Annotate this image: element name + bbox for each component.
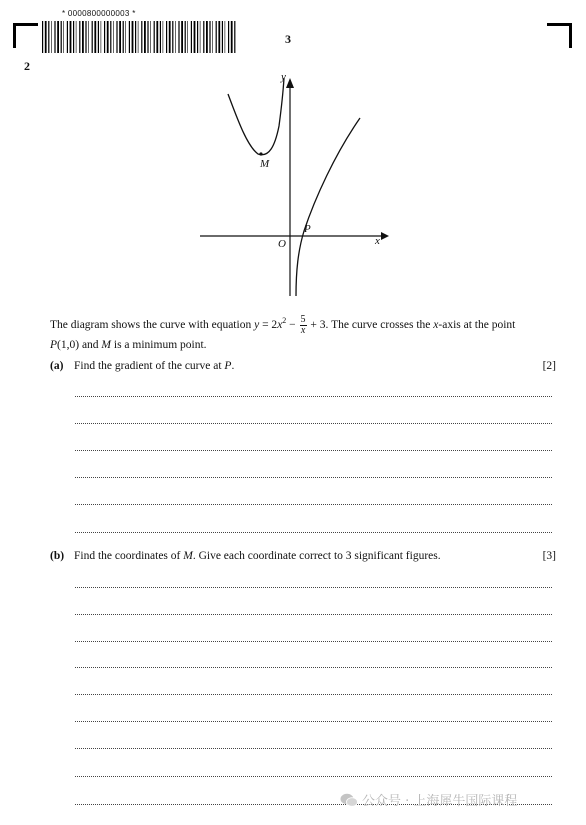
part-a-label: (a) bbox=[50, 360, 64, 372]
barcode-bar bbox=[125, 21, 126, 53]
barcode-bar bbox=[57, 21, 59, 53]
barcode-bar bbox=[85, 21, 86, 53]
barcode-bar bbox=[51, 21, 52, 53]
part-a-text bbox=[74, 360, 234, 372]
m-label: M bbox=[101, 338, 112, 351]
barcode-bar bbox=[191, 21, 192, 53]
barcode-bar bbox=[101, 21, 102, 53]
answer-line[interactable] bbox=[75, 477, 552, 478]
barcode-bar bbox=[187, 21, 188, 53]
equation-minus: − bbox=[286, 318, 299, 331]
answer-line[interactable] bbox=[75, 587, 552, 588]
barcode-bar bbox=[110, 21, 111, 53]
curve-right-branch bbox=[296, 118, 360, 296]
barcode-bar bbox=[104, 21, 105, 53]
barcode-bar bbox=[218, 21, 220, 53]
barcode-bar bbox=[185, 21, 186, 53]
barcode-bar bbox=[67, 21, 68, 53]
part-b-text-before: Find the coordinates of bbox=[74, 550, 184, 562]
registration-mark-top-left bbox=[13, 23, 38, 48]
wechat-icon bbox=[340, 793, 358, 807]
barcode-bar bbox=[156, 21, 158, 53]
barcode-bar bbox=[135, 21, 136, 53]
barcode-bar bbox=[82, 21, 84, 53]
barcode-bar bbox=[141, 21, 142, 53]
barcode-bar bbox=[216, 21, 217, 53]
barcode-bar bbox=[169, 21, 171, 53]
part-b-marks: [3] bbox=[542, 550, 556, 562]
answer-line[interactable] bbox=[75, 614, 552, 615]
point-p-label: P bbox=[304, 223, 311, 235]
curve-diagram bbox=[195, 66, 395, 301]
barcode-bar bbox=[172, 21, 173, 53]
barcode-bar bbox=[119, 21, 121, 53]
barcode-bar bbox=[160, 21, 161, 53]
part-a-var: P bbox=[224, 360, 232, 372]
answer-line[interactable] bbox=[75, 776, 552, 777]
y-axis-arrow-icon bbox=[286, 78, 294, 88]
barcode-bar bbox=[175, 21, 176, 53]
part-a-marks: [2] bbox=[542, 360, 556, 372]
question-intro: The diagram shows the curve with equation bbox=[50, 318, 252, 331]
part-b-label: (b) bbox=[50, 550, 65, 562]
barcode-bar bbox=[194, 21, 196, 53]
barcode-bar bbox=[92, 21, 93, 53]
p-label: P bbox=[50, 338, 58, 351]
answer-line[interactable] bbox=[75, 504, 552, 505]
answer-line[interactable] bbox=[75, 532, 552, 533]
barcode-bar bbox=[144, 21, 146, 53]
question-number: 2 bbox=[24, 59, 30, 73]
barcode-bar bbox=[231, 21, 233, 53]
barcode-bar bbox=[88, 21, 89, 53]
equation-x: x bbox=[277, 318, 283, 331]
barcode-bar bbox=[54, 21, 55, 53]
answer-line[interactable] bbox=[75, 450, 552, 451]
answer-line[interactable] bbox=[75, 667, 552, 668]
part-b-text bbox=[74, 550, 441, 562]
equation-square: 2 bbox=[282, 316, 287, 325]
point-m-label: M bbox=[260, 158, 270, 170]
curve-left-branch bbox=[228, 78, 284, 155]
part-a-text-after: . bbox=[231, 360, 235, 372]
barcode-bar bbox=[98, 21, 99, 53]
barcode-bar bbox=[42, 21, 43, 53]
part-b-var: M bbox=[183, 550, 193, 562]
barcode-bar bbox=[79, 21, 80, 53]
point-m-marker bbox=[259, 152, 262, 155]
barcode-bar bbox=[163, 21, 164, 53]
question-after-eq: The curve crosses the bbox=[328, 318, 434, 331]
watermark bbox=[340, 790, 517, 809]
watermark-text: 公众号 · 上海犀牛国际课程 bbox=[362, 794, 518, 809]
question-after-x: -axis at the point bbox=[438, 318, 516, 331]
barcode-bar bbox=[61, 21, 62, 53]
barcode-bar bbox=[113, 21, 114, 53]
barcode-bar bbox=[138, 21, 139, 53]
equation-equals: = 2 bbox=[259, 318, 278, 331]
barcode-bar bbox=[63, 21, 64, 53]
barcode-bar bbox=[228, 21, 229, 53]
axis-y-label: y bbox=[281, 71, 286, 83]
barcode-bar bbox=[209, 21, 210, 53]
equation-plus: + 3. bbox=[307, 318, 329, 331]
barcode bbox=[42, 21, 237, 53]
barcode-bar bbox=[132, 21, 134, 53]
answer-line[interactable] bbox=[75, 423, 552, 424]
barcode-bar bbox=[222, 21, 223, 53]
barcode-bar bbox=[45, 21, 47, 53]
p-coords: (1,0) and bbox=[57, 338, 102, 351]
question-closing: is a minimum point. bbox=[111, 338, 207, 351]
barcode-bar bbox=[178, 21, 179, 53]
fraction-denominator: x bbox=[300, 324, 306, 336]
barcode-bar bbox=[225, 21, 226, 53]
barcode-bar bbox=[76, 21, 77, 53]
barcode-bar bbox=[107, 21, 109, 53]
x-axis-arrow-icon bbox=[381, 232, 389, 240]
barcode-bar bbox=[147, 21, 148, 53]
barcode-bar bbox=[48, 21, 49, 53]
registration-mark-top-right bbox=[547, 23, 572, 48]
answer-line[interactable] bbox=[75, 694, 552, 695]
part-a-text-before: Find the gradient of the curve at bbox=[74, 360, 225, 372]
barcode-bar bbox=[123, 21, 124, 53]
barcode-bar bbox=[70, 21, 72, 53]
barcode-bar bbox=[73, 21, 74, 53]
axis-x-label: x bbox=[375, 235, 380, 247]
barcode-bar bbox=[200, 21, 201, 53]
origin-label: O bbox=[278, 238, 286, 250]
barcode-bar bbox=[206, 21, 208, 53]
equation-y: y bbox=[254, 318, 260, 331]
barcode-bar bbox=[203, 21, 204, 53]
answer-line[interactable] bbox=[75, 396, 552, 397]
barcode-bar bbox=[94, 21, 96, 53]
answer-line[interactable] bbox=[75, 748, 552, 749]
page-number: 3 bbox=[285, 32, 291, 46]
barcode-bar bbox=[212, 21, 213, 53]
barcode-bar bbox=[150, 21, 151, 53]
barcode-number: * 0000800000003 * bbox=[62, 9, 136, 18]
barcode-bar bbox=[116, 21, 117, 53]
barcode-bar bbox=[166, 21, 167, 53]
part-b-text-after: . Give each coordinate correct to 3 significant figures. bbox=[192, 550, 441, 562]
barcode-bar bbox=[181, 21, 183, 53]
answer-line[interactable] bbox=[75, 721, 552, 722]
barcode-bar bbox=[197, 21, 198, 53]
equation-fraction bbox=[300, 315, 307, 336]
barcode-bar bbox=[234, 21, 235, 53]
barcode-bar bbox=[129, 21, 130, 53]
fraction-numerator: 5 bbox=[300, 313, 306, 325]
barcode-bar bbox=[154, 21, 155, 53]
answer-line[interactable] bbox=[75, 641, 552, 642]
x-variable: x bbox=[433, 318, 439, 331]
question-text bbox=[50, 311, 560, 355]
